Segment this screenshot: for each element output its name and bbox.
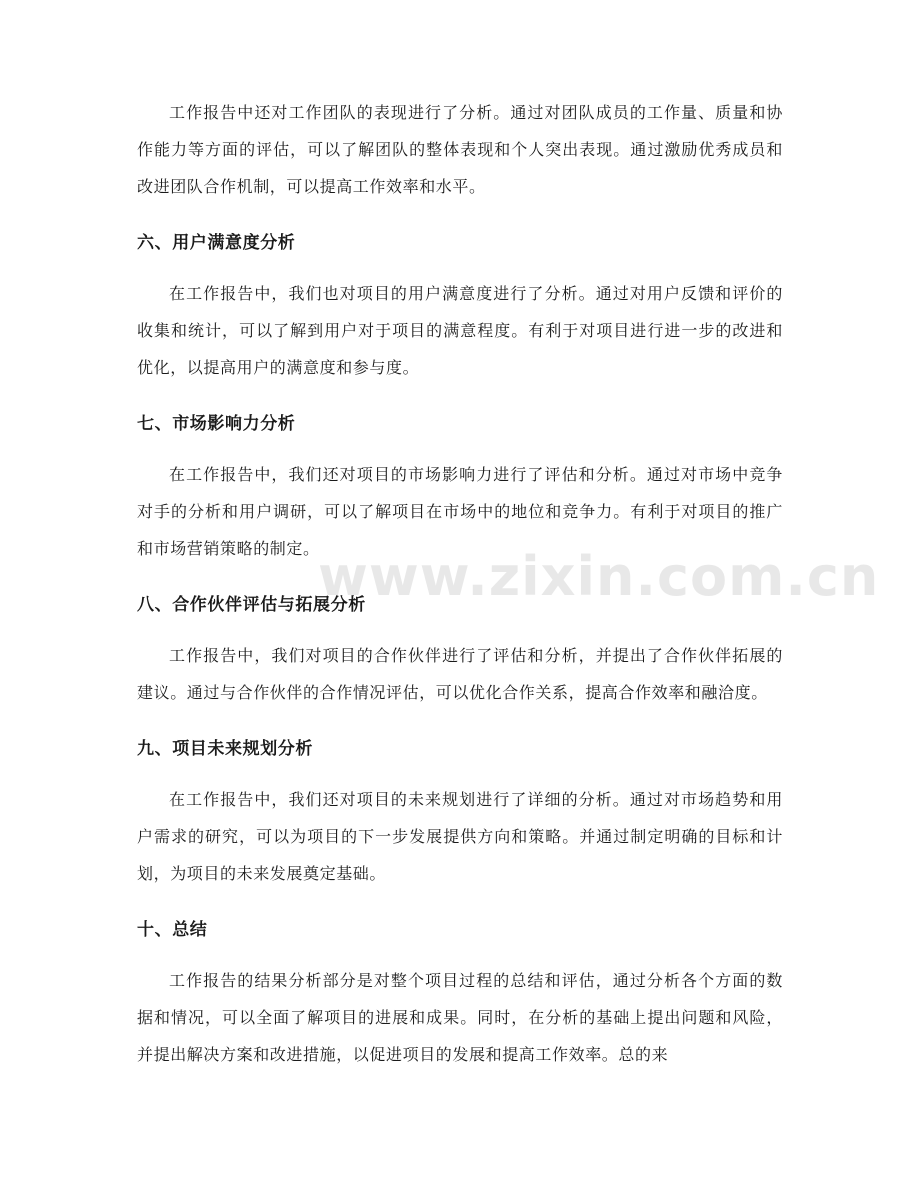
paragraph-market-influence: 在工作报告中，我们还对项目的市场影响力进行了评估和分析。通过对市场中竞争对手的分析和用户调研，可以了解项目在市场中的地位和竞争力。有利于对项目的推广和市场营销策略的制定。 — [137, 465, 783, 558]
paragraph-user-satisfaction: 在工作报告中，我们也对项目的用户满意度进行了分析。通过对用户反馈和评价的收集和统计，可以了解到用户对于项目的满意程度。有利于对项目进行进一步的改进和优化，以提高用户的满意度和参与度。 — [137, 284, 783, 377]
paragraph-team-performance: 工作报告中还对工作团队的表现进行了分析。通过对团队成员的工作量、质量和协作能力等方面的评估，可以了解团队的整体表现和个人突出表现。通过激励优秀成员和改进团队合作机制，可以提高工作效率和水平。 — [137, 103, 783, 196]
watermark: www.zixin.com.cn — [318, 545, 880, 608]
paragraph-summary: 工作报告的结果分析部分是对整个项目过程的总结和评估，通过分析各个方面的数据和情况，可以全面了解项目的进展和成果。同时，在分析的基础上提出问题和风险，并提出解决方案和改进措施，以促进项目的发展和提高工作效率。总的来 — [137, 971, 783, 1064]
heading-partner-evaluation: 八、合作伙伴评估与拓展分析 — [137, 595, 366, 615]
heading-summary: 十、总结 — [137, 920, 208, 940]
heading-market-influence: 七、市场影响力分析 — [137, 414, 296, 434]
heading-future-planning: 九、项目未来规划分析 — [137, 739, 313, 759]
paragraph-partner-evaluation: 工作报告中，我们对项目的合作伙伴进行了评估和分析，并提出了合作伙伴拓展的建议。通过与合作伙伴的合作情况评估，可以优化合作关系，提高合作效率和融洽度。 — [137, 646, 783, 702]
document-body — [137, 94, 783, 1073]
paragraph-future-planning: 在工作报告中，我们还对项目的未来规划进行了详细的分析。通过对市场趋势和用户需求的研究，可以为项目的下一步发展提供方向和策略。并通过制定明确的目标和计划，为项目的未来发展奠定基础。 — [137, 790, 783, 883]
heading-user-satisfaction: 六、用户满意度分析 — [137, 233, 296, 253]
